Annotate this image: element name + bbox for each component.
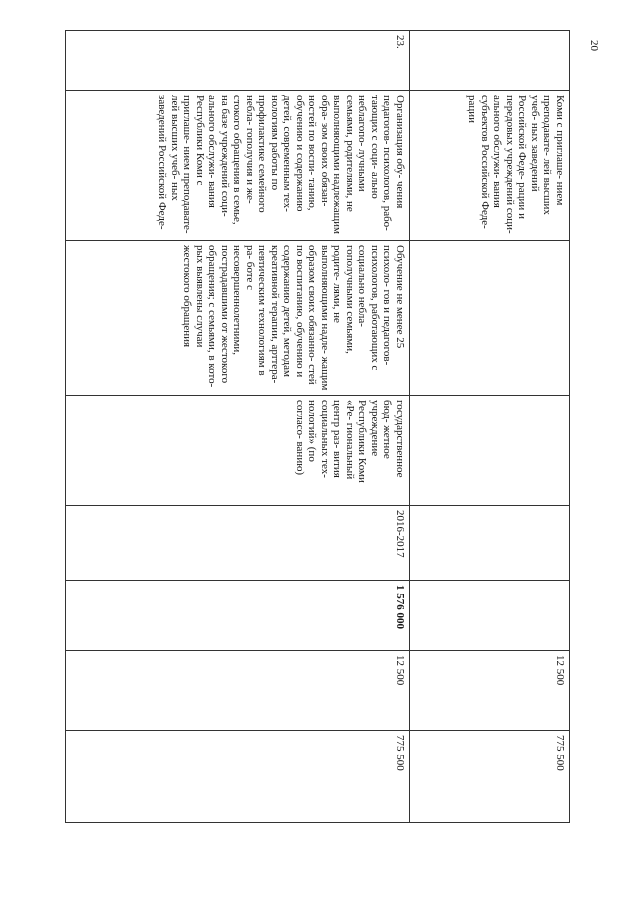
cell-title-cont: Коми с приглаше- нием преподавате- лей высших учеб- ных заведений Российской Феде- рации и передовых учреждений соци- ального обслужи- вания субъектов Российской Феде- рации (410, 91, 570, 241)
table-row-23 (66, 31, 410, 823)
program-table-rotated (65, 30, 570, 822)
cell-number-cont (410, 31, 570, 91)
cell-period-cont (410, 506, 570, 581)
page-number: 20 (588, 40, 600, 51)
cell-result-23: Обучение не менее 25 психоло- гов и педагогов-психологов, работающих с социально небла- гополучными семьями, родите- лями, не выполняющими надле- жащим образом своих обязанно- стей по воспитанию, обучению и содержанию детей, методам креативной терапии, арттера- певтическим технологиям в ра- боте с несовершеннолетними, пострадавшими от жестокого обращения; с семьями, в кото- рых выявлены случаи жестокого обращения (66, 241, 410, 396)
cell-number-23: 23. (66, 31, 410, 91)
cell-total-23: 1 576 000 (66, 581, 410, 651)
cell-title-23: Организация обу- чения педагогов- психологов, рабо- тающих с соци- ально неблагопо- лучными семьями, родителями, не выполняющими надлежащим обра- зом своих обязан- ностей по воспи- танию, обучению и содержанию детей, современным тех- нологиям работы по профилактике семейного небла- гополучия и же- стокого обращения в семье, на базе учреждений соци- ального обслужи- вания Республики Коми с приглаше- нием преподавате- лей высших учеб- ных заведений Российской Феде- (66, 91, 410, 241)
cell-executor-23: государственное бюд- жетное учреждение Республики Коми «Ре- гиональный центр раз- вития социальных тех- нологий» (по согласо- ванию) (66, 396, 410, 506)
cell-col4-cont: 775 500 (410, 731, 570, 823)
cell-col3-23: 12 500 (66, 651, 410, 731)
table-row-continued (410, 31, 570, 823)
cell-col3-cont: 12 500 (410, 651, 570, 731)
cell-period-23: 2016-2017 (66, 506, 410, 581)
cell-total-cont (410, 581, 570, 651)
program-table (65, 30, 570, 823)
cell-executor-cont (410, 396, 570, 506)
cell-result-cont (410, 241, 570, 396)
cell-col4-23: 775 500 (66, 731, 410, 823)
